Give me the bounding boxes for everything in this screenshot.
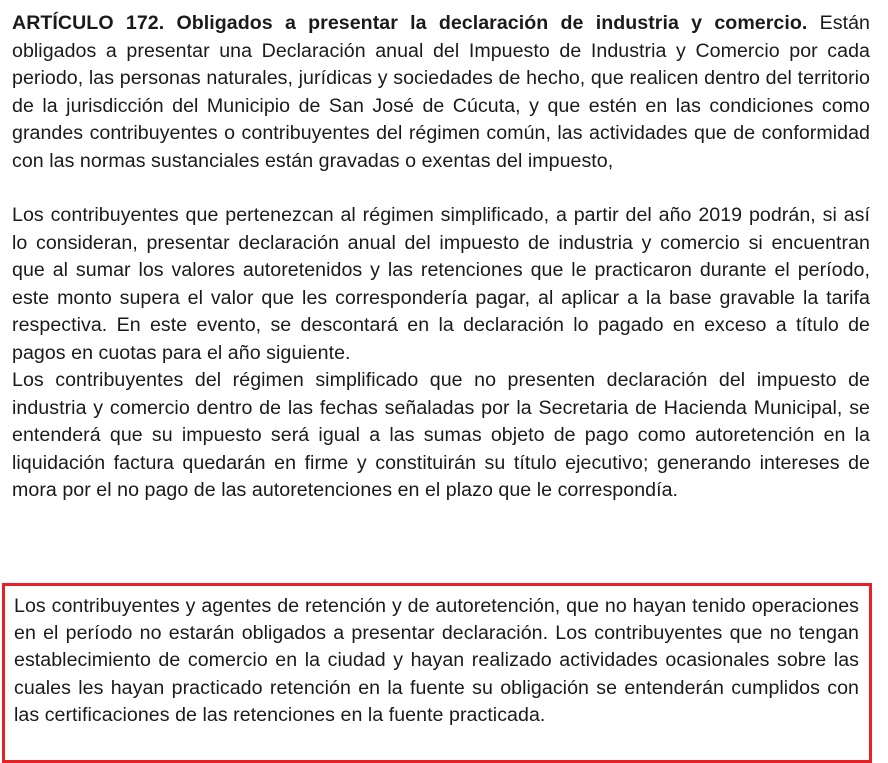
article-title: ARTÍCULO 172. Obligados a presentar la declaración de industria y comercio. — [12, 12, 808, 34]
article-intro-text: Están obligados a presentar una Declaración anual del Impuesto de Industria y Comercio por cada periodo, las personas naturales, jurídicas y sociedades de hecho, que realicen dentro del territorio de la jurisdicción del Municipio de San José de Cúcuta, y que estén en las condiciones como grandes contribuyentes o contribuyentes del régimen común, las actividades que de conformidad con las normas sustanciales están gravadas o exentas del impuesto, — [12, 12, 870, 172]
paragraph-highlighted: Los contribuyentes y agentes de retención y de autoretención, que no hayan tenido operaciones en el período no estarán obligados a presentar declaración. Los contribuyentes que no tengan establecimiento de comercio en la ciudad y hayan realizado actividades ocasionales sobre las cuales les hayan practicado retención en la fuente su obligación se entenderán cumplidos con las certificaciones de las retenciones en la fuente practicada. — [14, 595, 859, 726]
paragraph-non-filing: Los contribuyentes del régimen simplificado que no presenten declaración del impuesto de industria y comercio dentro de las fechas señaladas por la Secretaria de Hacienda Municipal, se entenderá que su impuesto será igual a las sumas objeto de pago como autoretención en la liquidación factura quedarán en firme y constituirán su título ejecutivo; generando intereses de mora por el no pago de las autoretenciones en el plazo que le correspondía. — [12, 369, 870, 501]
paragraph-simplified-regime: Los contribuyentes que pertenezcan al régimen simplificado, a partir del año 2019 podrán, si así lo consideran, presentar declaración anual del impuesto de industria y comercio si encuentran que al sumar los valores autoretenidos y las retenciones que le practicaron durante el período, este monto supera el valor que les correspondería pagar, al aplicar a la base gravable la tarifa respectiva. En este evento, se descontará en la declaración lo pagado en exceso a título de pagos en cuotas para el año siguiente. — [12, 204, 870, 364]
document-body — [12, 10, 870, 505]
paragraph-gap — [12, 175, 870, 202]
article-paragraph — [12, 10, 870, 175]
highlighted-section — [2, 583, 872, 763]
